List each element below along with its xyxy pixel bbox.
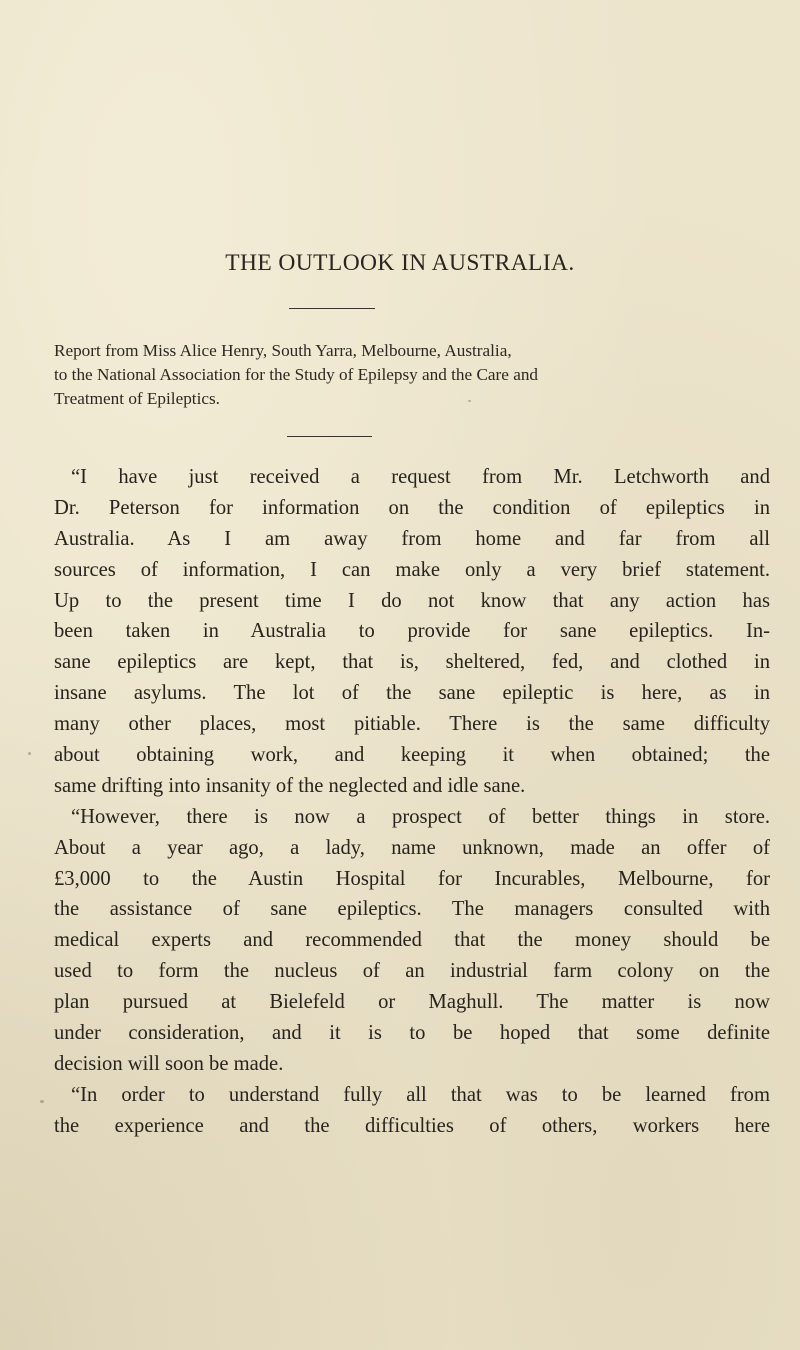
body-line: “In order to understand fully all that was to be learned from bbox=[71, 1083, 770, 1106]
body-line: the experience and the difficulties of others, workers here bbox=[54, 1114, 770, 1137]
body-text bbox=[54, 462, 770, 1142]
paper-speck bbox=[468, 400, 471, 402]
report-line: to the National Association for the Study of Epilepsy and the Care and bbox=[54, 365, 539, 384]
report-line: Report from Miss Alice Henry, South Yarra, Melbourne, Australia, bbox=[54, 341, 512, 360]
page-title: THE OUTLOOK IN AUSTRALIA. bbox=[225, 250, 575, 276]
paper-speck bbox=[40, 1100, 44, 1103]
body-line: used to form the nucleus of an industrial farm colony on the bbox=[54, 960, 770, 983]
body-line: sources of information, I can make only a very brief statement. bbox=[54, 558, 770, 581]
body-line: Up to the present time I do not know that any action has bbox=[54, 589, 770, 612]
report-line: Treatment of Epileptics. bbox=[54, 389, 220, 408]
body-line: sane epileptics are kept, that is, sheltered, fed, and clothed in bbox=[54, 651, 770, 674]
body-line: same drifting into insanity of the neglected and idle sane. bbox=[54, 774, 526, 797]
body-line: “However, there is now a prospect of better things in store. bbox=[71, 805, 770, 828]
body-line: insane asylums. The lot of the sane epileptic is here, as in bbox=[54, 682, 770, 705]
body-line: Dr. Peterson for information on the condition of epileptics in bbox=[54, 496, 770, 519]
body-line: been taken in Australia to provide for sane epileptics. In- bbox=[54, 620, 770, 643]
body-line: the assistance of sane epileptics. The managers consulted with bbox=[54, 898, 770, 921]
body-line: Australia. As I am away from home and far from all bbox=[54, 527, 770, 550]
body-line: “I have just received a request from Mr. Letchworth and bbox=[71, 466, 770, 488]
report-caption bbox=[54, 339, 666, 411]
body-line: £3,000 to the Austin Hospital for Incurables, Melbourne, for bbox=[54, 867, 770, 890]
caption-divider bbox=[287, 436, 372, 437]
paper-speck bbox=[28, 752, 31, 755]
body-line: about obtaining work, and keeping it when obtained; the bbox=[54, 744, 770, 767]
body-line: About a year ago, a lady, name unknown, made an offer of bbox=[54, 836, 770, 859]
body-line: decision will soon be made. bbox=[54, 1052, 284, 1075]
body-line: medical experts and recommended that the money should be bbox=[54, 929, 770, 952]
body-line: plan pursued at Bielefeld or Maghull. The matter is now bbox=[54, 991, 770, 1014]
title-divider bbox=[289, 308, 375, 309]
body-line: many other places, most pitiable. There is the same difficulty bbox=[54, 713, 770, 736]
body-line: under consideration, and it is to be hoped that some definite bbox=[54, 1022, 770, 1045]
